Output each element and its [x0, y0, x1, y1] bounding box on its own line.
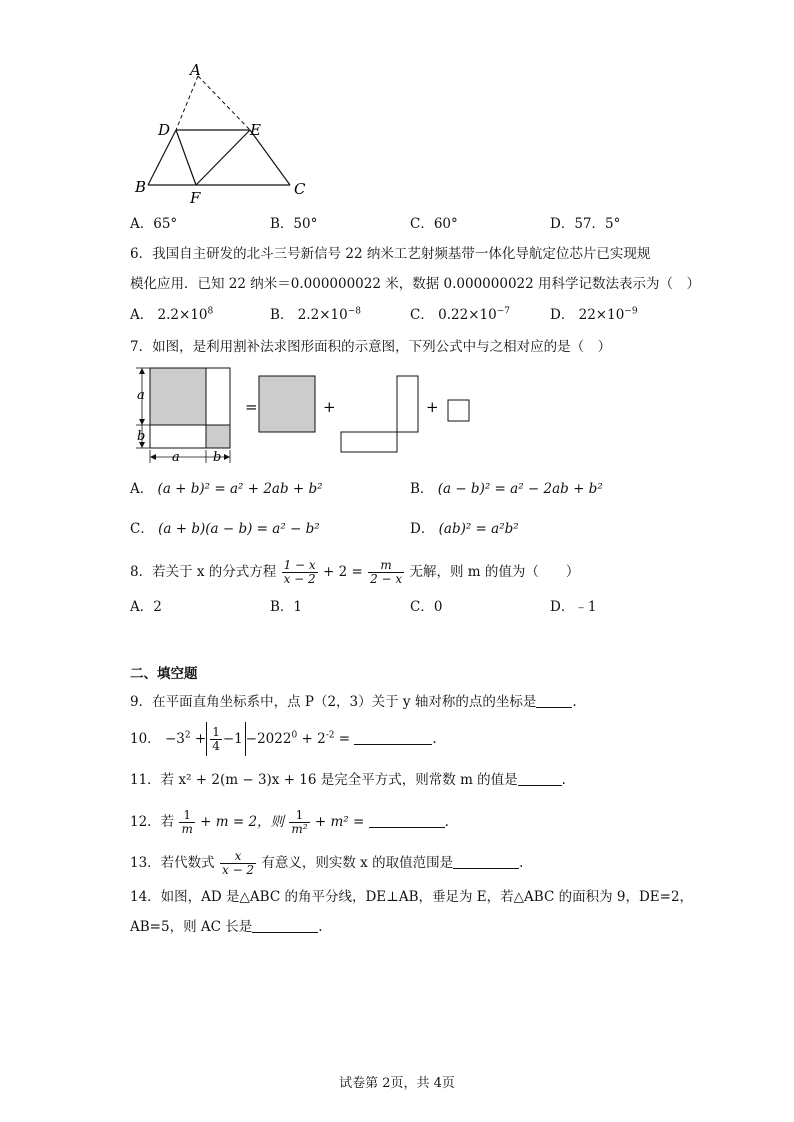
- q14-stem-line2: AB=5，则 AC 长是 .: [130, 919, 323, 935]
- q10-stem: 10． $-3^2$ + $\frac{1}{4}$ $-1 -2022^0 + 2^{-2}$ = .: [130, 722, 437, 756]
- q6-option-c[interactable]: C． $0.22\times 10^{-7}$: [410, 306, 510, 323]
- q8-stem: 8．若关于 x 的分式方程 $\frac{1 - x}{x - 2}$ + 2 = $\frac{m}{2 - x}$ 无解，则 m 的值为（ ）: [130, 558, 580, 586]
- plus-sign-1: +: [323, 398, 336, 416]
- q7-option-d[interactable]: D． (ab)² = a²b²: [410, 521, 519, 537]
- q7-option-b[interactable]: B． (a − b)² = a² − 2ab + b²: [410, 481, 603, 497]
- q6-option-d[interactable]: D． $22\times 10^{-9}$: [550, 306, 638, 323]
- q12-answer-blank[interactable]: [369, 813, 445, 828]
- area-dissection-figure: [128, 362, 478, 467]
- q6-stem-line1: 6．我国自主研发的北斗三号新信号 22 纳米工艺射频基带一体化导航定位芯片已实现规: [130, 246, 651, 262]
- label-d: D: [158, 121, 171, 139]
- q14-answer-blank[interactable]: [252, 918, 318, 933]
- q13-stem: 13．若代数式 $\frac{x}{x - 2}$ 有意义，则实数 x 的取值范围是 .: [130, 849, 524, 877]
- dim-a-horizontal: a: [172, 450, 180, 465]
- equals-sign: =: [245, 398, 258, 416]
- dim-b-horizontal: b: [213, 450, 222, 465]
- q8-option-b[interactable]: B．1: [270, 599, 303, 615]
- q12-stem: 12．若 $\frac{1}{m}$ + m = 2，则 $\frac{1}{\text{m²}}$ + m² = .: [130, 808, 449, 836]
- q8-option-d[interactable]: D．﹣1: [550, 599, 597, 615]
- section-title: 二、填空题: [130, 666, 198, 682]
- q7-option-c[interactable]: C． (a + b)(a − b) = a² − b²: [130, 521, 320, 537]
- plus-sign-2: +: [426, 398, 439, 416]
- q8-fraction-1: $\frac{1 - x}{x - 2}$: [283, 558, 316, 586]
- q8-option-c[interactable]: C．0: [410, 599, 443, 615]
- label-f: F: [190, 189, 201, 207]
- q11-answer-blank[interactable]: [518, 771, 562, 786]
- q9-stem: 9．在平面直角坐标系中，点 P（2，3）关于 y 轴对称的点的坐标是 .: [130, 694, 577, 710]
- q10-absolute-value: $\frac{1}{4}$ −1: [206, 722, 246, 756]
- dim-b-vertical: b: [137, 429, 146, 444]
- q5-option-b[interactable]: B．50°: [270, 216, 318, 232]
- q5-option-a[interactable]: A．65°: [130, 216, 178, 232]
- q7-stem: 7．如图，是利用割补法求图形面积的示意图，下列公式中与之相对应的是（ ）: [130, 339, 612, 355]
- q13-answer-blank[interactable]: [453, 854, 519, 869]
- q6-stem-line2: 模化应用．已知 22 纳米＝0.000000022 米，数据 0.000000022 用科学记数法表示为（ ）: [130, 276, 700, 292]
- q6-option-a[interactable]: A． $2.2\times 10^8$: [130, 306, 214, 323]
- q8-option-a[interactable]: A．2: [130, 599, 162, 615]
- q9-answer-blank[interactable]: [536, 693, 572, 708]
- label-b: B: [135, 178, 147, 196]
- q6-option-b[interactable]: B． $2.2\times 10^{-8}$: [270, 306, 361, 323]
- q10-answer-blank[interactable]: [354, 730, 432, 745]
- q7-option-a[interactable]: A． (a + b)² = a² + 2ab + b²: [130, 481, 323, 497]
- label-a: A: [190, 61, 201, 79]
- page-footer: 试卷第 2页，共 4页: [339, 1076, 455, 1091]
- triangle-figure: [128, 58, 318, 208]
- q14-stem-line1: 14．如图，AD 是△ABC 的角平分线，DE⊥AB，垂足为 E，若△ABC 的面积为 9，DE=2，: [130, 889, 694, 905]
- q11-stem: 11．若 x² + 2(m − 3)x + 16 是完全平方式，则常数 m 的值是 .: [130, 772, 566, 788]
- label-c: C: [294, 180, 306, 198]
- q5-option-c[interactable]: C．60°: [410, 216, 458, 232]
- label-e: E: [250, 121, 261, 139]
- dim-a-vertical: a: [137, 388, 145, 403]
- q5-option-d[interactable]: D．57．5°: [550, 216, 621, 232]
- q8-fraction-2: $\frac{m}{2 - x}$: [370, 558, 403, 586]
